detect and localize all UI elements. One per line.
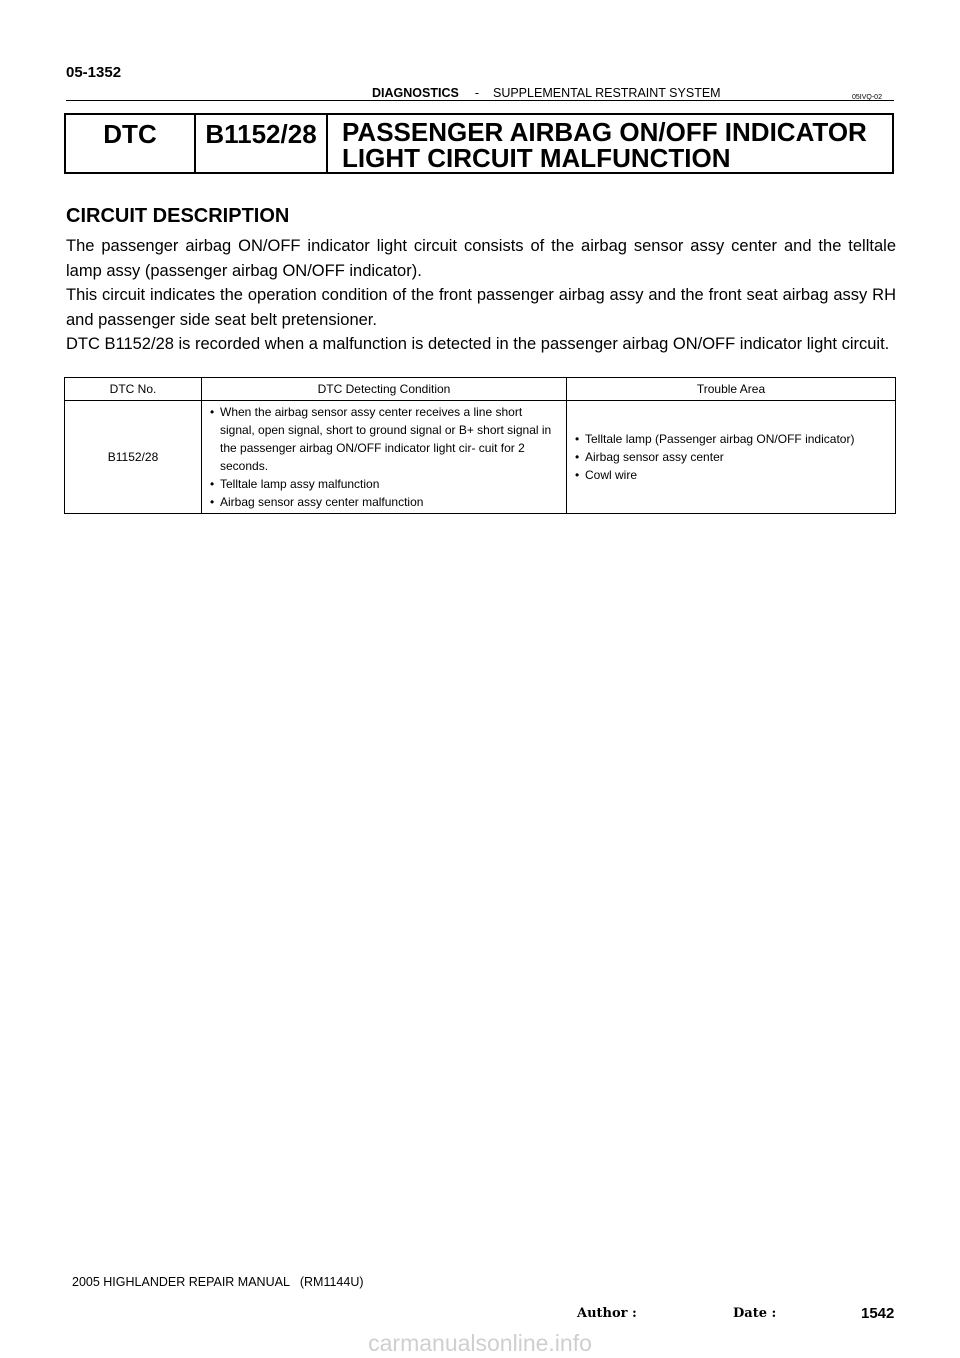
footer-manual-title: 2005 HIGHLANDER REPAIR MANUAL (RM1144U) <box>72 1275 364 1289</box>
watermark: carmanualsonline.info <box>368 1330 592 1356</box>
condition-list <box>210 403 558 511</box>
dtc-table <box>64 377 896 514</box>
list-item: • Airbag sensor assy center malfunction <box>210 493 558 511</box>
header-rule <box>66 100 894 101</box>
circuit-description <box>66 234 896 357</box>
dtc-number-cell: B1152/28 <box>65 401 202 514</box>
trouble-area-cell <box>567 401 896 514</box>
description-paragraph: The passenger airbag ON/OFF indicator light circuit consists of the airbag sensor assy center and the telltale lamp assy (passenger airbag ON/OFF indicator). <box>66 237 896 280</box>
title-dtc-code: B1152/28 <box>196 115 328 172</box>
column-header-detecting-condition: DTC Detecting Condition <box>202 378 567 401</box>
title-dtc-name: PASSENGER AIRBAG ON/OFF INDICATOR LIGHT CIRCUIT MALFUNCTION <box>342 117 867 173</box>
footer-page-number: 1542 <box>861 1305 895 1322</box>
header-system: SUPPLEMENTAL RESTRAINT SYSTEM <box>492 86 721 100</box>
trouble-area-list <box>575 430 887 484</box>
footer-date-label: Date : <box>733 1306 777 1321</box>
running-header <box>372 86 721 100</box>
table-row <box>65 401 896 514</box>
detecting-condition-cell <box>202 401 567 514</box>
table-header-row <box>65 378 896 401</box>
section-heading: CIRCUIT DESCRIPTION <box>66 205 290 227</box>
description-paragraph: DTC B1152/28 is recorded when a malfunction is detected in the passenger airbag ON/OFF indicator light circuit. <box>66 335 890 353</box>
column-header-trouble-area: Trouble Area <box>567 378 896 401</box>
title-dtc-label: DTC <box>66 115 196 172</box>
description-paragraph: This circuit indicates the operation condition of the front passenger airbag assy and the front seat airbag assy RH and passenger side seat belt pretensioner. <box>66 286 896 329</box>
column-header-dtc-no: DTC No. <box>65 378 202 401</box>
list-item: • Telltale lamp (Passenger airbag ON/OFF indicator) <box>575 430 887 448</box>
page-number: 05-1352 <box>66 64 122 81</box>
list-item: • Telltale lamp assy malfunction <box>210 475 558 493</box>
list-item: • Cowl wire <box>575 466 887 484</box>
doc-code: 05IVQ-02 <box>852 94 882 101</box>
list-item: • When the airbag sensor assy center receives a line short signal, open signal, short to ground signal or B+ short signal in the passenger airbag ON/OFF indicator light cir- cuit for 2 seconds. <box>210 403 558 475</box>
footer-author-label: Author : <box>577 1306 637 1321</box>
header-separator: - <box>474 86 479 100</box>
dtc-title-box <box>64 113 894 174</box>
list-item: • Airbag sensor assy center <box>575 448 887 466</box>
header-section: DIAGNOSTICS <box>372 86 459 100</box>
